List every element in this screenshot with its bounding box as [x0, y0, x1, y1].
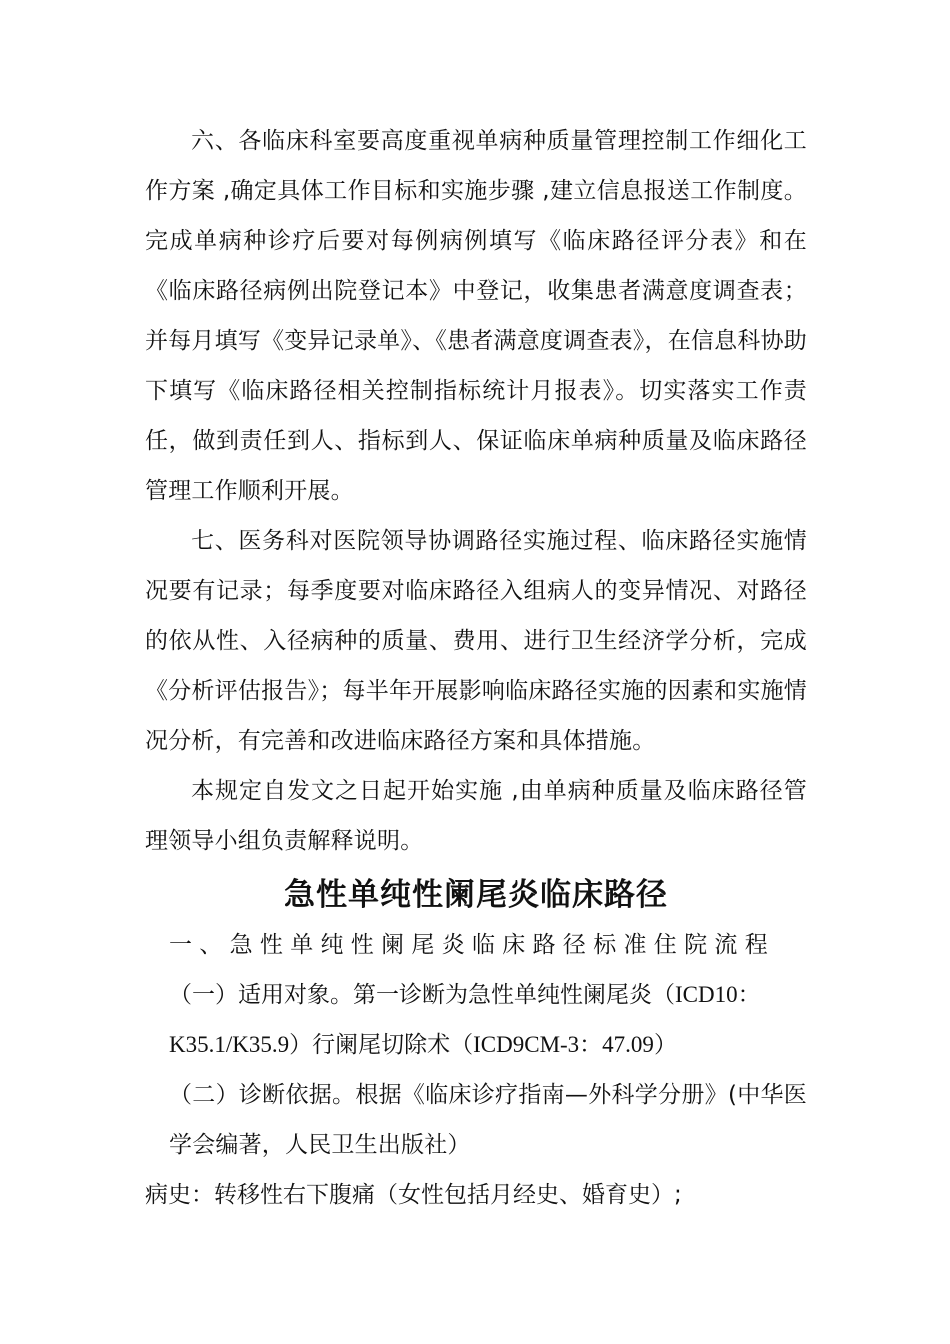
paragraph-seven: 七、医务科对医院领导协调路径实施过程、临床路径实施情况要有记录；每季度要对临床路径入组病人的变异情况、对路径的依从性、入径病种的质量、费用、进行卫生经济学分析，完成《分析评估报告》；每半年开展影响临床路径实施的因素和实施情况分析，有完善和改进临床路径方案和具体措施。	[145, 528, 807, 754]
item-applicable-scope-line2	[145, 1020, 807, 1070]
document-title: 急性单纯性阑尾炎临床路径	[284, 877, 668, 913]
procedure-text: ）行阑尾切除术（	[289, 1032, 474, 1058]
item-applicable-scope-line1	[145, 970, 807, 1020]
icd10-code-value: K35.1/K35.9	[169, 1032, 290, 1057]
procedure-close: ）	[653, 1032, 677, 1058]
document-body	[145, 116, 807, 1220]
section-heading-one: 一、急性单纯性阑尾炎临床路径标准住院流程	[169, 932, 775, 958]
medical-history-line: 病史：转移性右下腹痛（女性包括月经史、婚育史）;	[145, 1182, 682, 1208]
paragraph-effective-date: 本规定自发文之日起开始实施 ,由单病种质量及临床路径管理领导小组负责解释说明。	[145, 778, 807, 854]
item-applicable-scope-prefix: （一）适用对象。第一诊断为急性单纯性阑尾炎（	[169, 982, 675, 1008]
item-diagnosis-basis: （二）诊断依据。根据《临床诊疗指南—外科学分册》(中华医学会编著，人民卫生出版社）	[169, 1082, 807, 1158]
paragraph-six: 六、各临床科室要高度重视单病种质量管理控制工作细化工作方案 ,确定具体工作目标和实施步骤 ,建立信息报送工作制度。完成单病种诊疗后要对每例病例填写《临床路径评分表》和在《临床路径病例出院登记本》中登记，收集患者满意度调查表；并每月填写《变异记录单》、《患者满意度调查表》，在信息科协助下填写《临床路径相关控制指标统计月报表》。切实落实工作责任，做到责任到人、指标到人、保证临床单病种质量及临床路径管理工作顺利开展。	[145, 128, 807, 504]
icd10-code-label: ICD10：	[675, 982, 761, 1007]
icd9-code-value: ICD9CM-3：47.09	[473, 1032, 654, 1057]
